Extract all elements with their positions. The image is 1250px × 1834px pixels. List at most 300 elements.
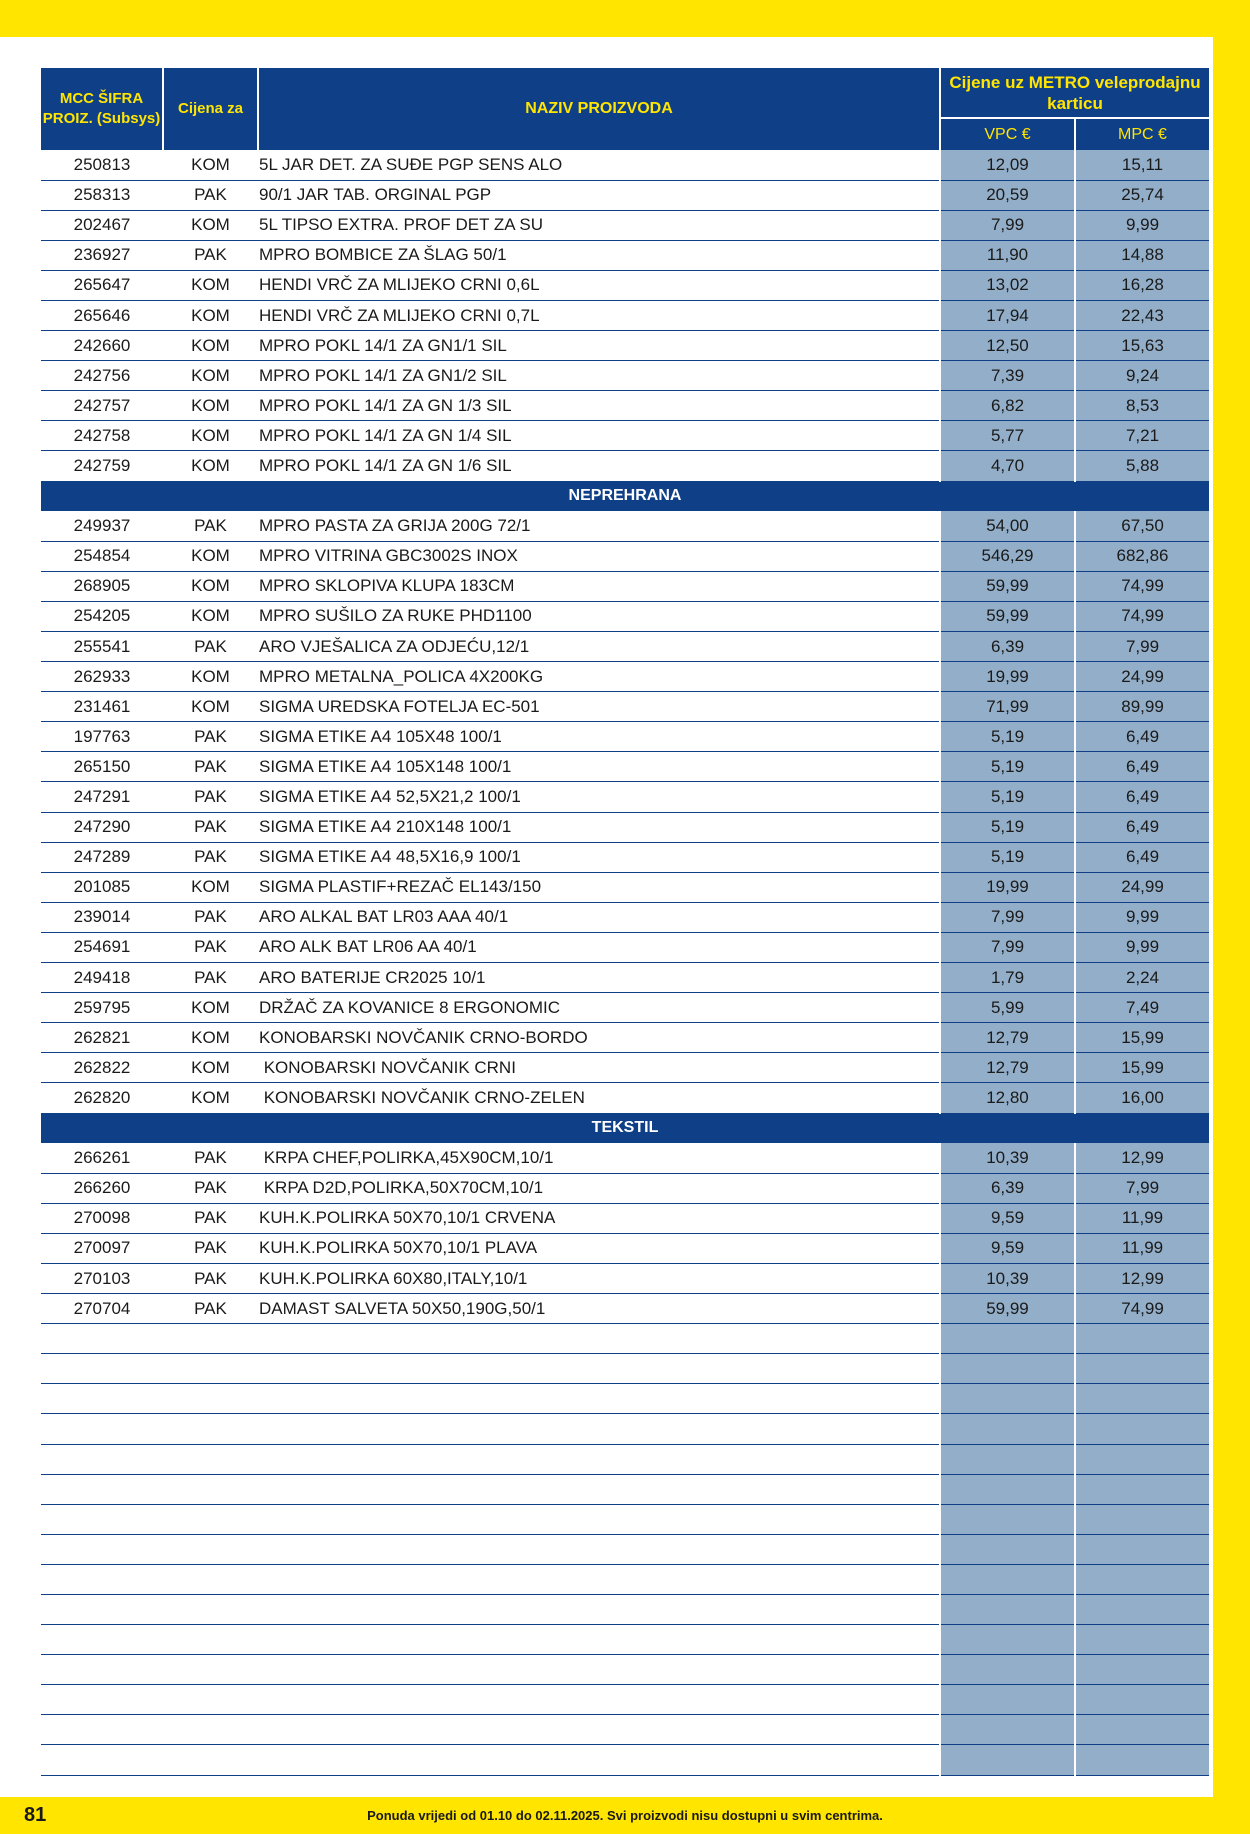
- product-name: MPRO METALNA_POLICA 4X200KG: [258, 662, 940, 692]
- price-mpc: 2,24: [1075, 963, 1209, 993]
- price-mpc: 9,99: [1075, 210, 1209, 240]
- price-mpc: 9,99: [1075, 932, 1209, 962]
- table-row: [41, 1715, 1209, 1745]
- product-name: MPRO POKL 14/1 ZA GN1/1 SIL: [258, 331, 940, 361]
- price-unit: KOM: [163, 872, 258, 902]
- section-row: [41, 1113, 1209, 1143]
- table-row: [41, 180, 1209, 210]
- price-mpc: [1075, 1715, 1209, 1745]
- table-row: [41, 1324, 1209, 1354]
- price-mpc: 6,49: [1075, 782, 1209, 812]
- product-name: ARO BATERIJE CR2025 10/1: [258, 963, 940, 993]
- price-mpc: [1075, 1595, 1209, 1625]
- price-unit: PAK: [163, 782, 258, 812]
- product-code: 254205: [41, 601, 163, 631]
- table-body: [41, 150, 1209, 1775]
- price-vpc: 12,09: [940, 150, 1075, 180]
- price-mpc: [1075, 1534, 1209, 1564]
- product-name: KONOBARSKI NOVČANIK CRNO-BORDO: [258, 1023, 940, 1053]
- price-vpc: 59,99: [940, 571, 1075, 601]
- price-vpc: 54,00: [940, 511, 1075, 541]
- price-vpc: 546,29: [940, 541, 1075, 571]
- table-row: [41, 1143, 1209, 1173]
- table-row: [41, 632, 1209, 662]
- product-name: MPRO PASTA ZA GRIJA 200G 72/1: [258, 511, 940, 541]
- product-name: MPRO SKLOPIVA KLUPA 183CM: [258, 571, 940, 601]
- product-code: 250813: [41, 150, 163, 180]
- product-name: KUH.K.POLIRKA 60X80,ITALY,10/1: [258, 1263, 940, 1293]
- product-code: 242758: [41, 421, 163, 451]
- price-vpc: [940, 1354, 1075, 1384]
- price-unit: KOM: [163, 1053, 258, 1083]
- price-unit: [163, 1414, 258, 1444]
- table-row: [41, 1534, 1209, 1564]
- price-unit: KOM: [163, 451, 258, 481]
- price-unit: [163, 1625, 258, 1655]
- price-mpc: [1075, 1414, 1209, 1444]
- price-vpc: 9,59: [940, 1233, 1075, 1263]
- price-mpc: 15,11: [1075, 150, 1209, 180]
- table-row: [41, 451, 1209, 481]
- price-vpc: 7,99: [940, 210, 1075, 240]
- product-code: 249418: [41, 963, 163, 993]
- table-row: [41, 331, 1209, 361]
- price-unit: PAK: [163, 812, 258, 842]
- table-row: [41, 902, 1209, 932]
- section-title: TEKSTIL: [41, 1113, 1209, 1143]
- price-unit: [163, 1444, 258, 1474]
- price-unit: PAK: [163, 240, 258, 270]
- product-code: [41, 1414, 163, 1444]
- product-code: 202467: [41, 210, 163, 240]
- price-unit: PAK: [163, 180, 258, 210]
- price-unit: [163, 1534, 258, 1564]
- product-code: [41, 1384, 163, 1414]
- table-row: [41, 1354, 1209, 1384]
- header-vpc: VPC €: [940, 118, 1075, 150]
- price-unit: KOM: [163, 210, 258, 240]
- price-vpc: 10,39: [940, 1263, 1075, 1293]
- product-code: 262933: [41, 662, 163, 692]
- product-code: 258313: [41, 180, 163, 210]
- price-mpc: [1075, 1324, 1209, 1354]
- price-mpc: [1075, 1685, 1209, 1715]
- price-vpc: 17,94: [940, 300, 1075, 330]
- price-unit: KOM: [163, 421, 258, 451]
- price-unit: KOM: [163, 391, 258, 421]
- price-mpc: 7,49: [1075, 993, 1209, 1023]
- product-code: 247291: [41, 782, 163, 812]
- price-unit: [163, 1504, 258, 1534]
- product-name: [258, 1354, 940, 1384]
- table-row: [41, 1595, 1209, 1625]
- price-unit: PAK: [163, 1263, 258, 1293]
- table-row: [41, 541, 1209, 571]
- product-code: 247290: [41, 812, 163, 842]
- product-code: 197763: [41, 722, 163, 752]
- price-vpc: 19,99: [940, 872, 1075, 902]
- price-unit: KOM: [163, 270, 258, 300]
- price-mpc: [1075, 1625, 1209, 1655]
- price-unit: KOM: [163, 571, 258, 601]
- price-vpc: 12,50: [940, 331, 1075, 361]
- price-mpc: 22,43: [1075, 300, 1209, 330]
- product-code: [41, 1444, 163, 1474]
- table-row: [41, 662, 1209, 692]
- price-mpc: 6,49: [1075, 752, 1209, 782]
- price-mpc: [1075, 1504, 1209, 1534]
- price-unit: [163, 1685, 258, 1715]
- product-code: [41, 1474, 163, 1504]
- price-mpc: 16,28: [1075, 270, 1209, 300]
- product-name: [258, 1564, 940, 1594]
- product-name: DRŽAČ ZA KOVANICE 8 ERGONOMIC: [258, 993, 940, 1023]
- product-code: 268905: [41, 571, 163, 601]
- price-vpc: [940, 1384, 1075, 1414]
- price-unit: PAK: [163, 752, 258, 782]
- product-name: [258, 1444, 940, 1474]
- price-vpc: [940, 1745, 1075, 1775]
- price-vpc: 71,99: [940, 692, 1075, 722]
- price-unit: [163, 1354, 258, 1384]
- price-mpc: 16,00: [1075, 1083, 1209, 1113]
- price-mpc: [1075, 1384, 1209, 1414]
- price-unit: KOM: [163, 692, 258, 722]
- price-vpc: 9,59: [940, 1203, 1075, 1233]
- price-unit: PAK: [163, 1173, 258, 1203]
- price-vpc: [940, 1504, 1075, 1534]
- product-name: SIGMA PLASTIF+REZAČ EL143/150: [258, 872, 940, 902]
- price-vpc: 6,39: [940, 632, 1075, 662]
- price-mpc: [1075, 1745, 1209, 1775]
- table-row: [41, 1263, 1209, 1293]
- table-row: [41, 1203, 1209, 1233]
- price-mpc: 15,99: [1075, 1053, 1209, 1083]
- table-row: [41, 722, 1209, 752]
- price-vpc: [940, 1564, 1075, 1594]
- table-row: [41, 812, 1209, 842]
- price-unit: KOM: [163, 300, 258, 330]
- table-row: [41, 240, 1209, 270]
- product-code: 254854: [41, 541, 163, 571]
- product-name: [258, 1414, 940, 1444]
- product-code: 266260: [41, 1173, 163, 1203]
- price-mpc: 7,99: [1075, 632, 1209, 662]
- product-name: MPRO POKL 14/1 ZA GN 1/6 SIL: [258, 451, 940, 481]
- price-vpc: 7,99: [940, 932, 1075, 962]
- product-name: KRPA D2D,POLIRKA,50X70CM,10/1: [258, 1173, 940, 1203]
- price-mpc: 74,99: [1075, 571, 1209, 601]
- table-row: [41, 1625, 1209, 1655]
- product-code: 266261: [41, 1143, 163, 1173]
- product-code: 249937: [41, 511, 163, 541]
- price-vpc: [940, 1685, 1075, 1715]
- product-name: [258, 1745, 940, 1775]
- price-vpc: 11,90: [940, 240, 1075, 270]
- table-row: [41, 963, 1209, 993]
- product-name: 90/1 JAR TAB. ORGINAL PGP: [258, 180, 940, 210]
- price-vpc: 12,79: [940, 1053, 1075, 1083]
- price-unit: KOM: [163, 541, 258, 571]
- table-row: [41, 1685, 1209, 1715]
- table-row: [41, 993, 1209, 1023]
- table-row: [41, 1444, 1209, 1474]
- price-vpc: 19,99: [940, 662, 1075, 692]
- price-vpc: [940, 1324, 1075, 1354]
- table-row: [41, 872, 1209, 902]
- price-vpc: [940, 1715, 1075, 1745]
- price-mpc: 11,99: [1075, 1203, 1209, 1233]
- table-row: [41, 270, 1209, 300]
- price-mpc: 9,24: [1075, 361, 1209, 391]
- price-mpc: 6,49: [1075, 722, 1209, 752]
- product-name: SIGMA ETIKE A4 105X148 100/1: [258, 752, 940, 782]
- price-mpc: [1075, 1564, 1209, 1594]
- header-mpc: MPC €: [1075, 118, 1209, 150]
- product-code: 239014: [41, 902, 163, 932]
- price-mpc: 682,86: [1075, 541, 1209, 571]
- price-unit: PAK: [163, 963, 258, 993]
- header-name: NAZIV PROIZVODA: [258, 68, 940, 150]
- table-row: [41, 1294, 1209, 1324]
- table-row: [41, 1083, 1209, 1113]
- product-name: [258, 1534, 940, 1564]
- price-vpc: [940, 1414, 1075, 1444]
- product-name: [258, 1474, 940, 1504]
- product-code: [41, 1354, 163, 1384]
- price-vpc: 5,19: [940, 812, 1075, 842]
- price-mpc: 24,99: [1075, 662, 1209, 692]
- price-mpc: 67,50: [1075, 511, 1209, 541]
- product-code: 255541: [41, 632, 163, 662]
- price-unit: KOM: [163, 331, 258, 361]
- product-code: 247289: [41, 842, 163, 872]
- table-row: [41, 391, 1209, 421]
- product-code: 262821: [41, 1023, 163, 1053]
- price-mpc: 12,99: [1075, 1143, 1209, 1173]
- product-name: MPRO SUŠILO ZA RUKE PHD1100: [258, 601, 940, 631]
- product-name: ARO ALK BAT LR06 AA 40/1: [258, 932, 940, 962]
- product-code: 242660: [41, 331, 163, 361]
- table-row: [41, 210, 1209, 240]
- table-row: [41, 150, 1209, 180]
- table-row: [41, 511, 1209, 541]
- product-name: KONOBARSKI NOVČANIK CRNI: [258, 1053, 940, 1083]
- table-row: [41, 571, 1209, 601]
- product-name: ARO ALKAL BAT LR03 AAA 40/1: [258, 902, 940, 932]
- product-code: [41, 1745, 163, 1775]
- price-table: [41, 68, 1209, 1776]
- header-code: MCC ŠIFRA PROIZ. (Subsys): [41, 68, 163, 150]
- footer-note: Ponuda vrijedi od 01.10 do 02.11.2025. Svi proizvodi nisu dostupni u svim centrima.: [367, 1808, 883, 1823]
- table-row: [41, 601, 1209, 631]
- product-name: MPRO BOMBICE ZA ŠLAG 50/1: [258, 240, 940, 270]
- section-title: NEPREHRANA: [41, 481, 1209, 511]
- product-code: 231461: [41, 692, 163, 722]
- price-mpc: [1075, 1444, 1209, 1474]
- price-mpc: 12,99: [1075, 1263, 1209, 1293]
- price-vpc: 5,19: [940, 752, 1075, 782]
- product-code: 262822: [41, 1053, 163, 1083]
- product-code: [41, 1685, 163, 1715]
- product-name: SIGMA ETIKE A4 48,5X16,9 100/1: [258, 842, 940, 872]
- product-code: 201085: [41, 872, 163, 902]
- table-row: [41, 1023, 1209, 1053]
- price-unit: PAK: [163, 932, 258, 962]
- product-name: KONOBARSKI NOVČANIK CRNO-ZELEN: [258, 1083, 940, 1113]
- price-unit: KOM: [163, 150, 258, 180]
- price-vpc: 13,02: [940, 270, 1075, 300]
- price-mpc: 14,88: [1075, 240, 1209, 270]
- header-unit: Cijena za: [163, 68, 258, 150]
- price-unit: [163, 1595, 258, 1625]
- table-row: [41, 1173, 1209, 1203]
- price-vpc: [940, 1655, 1075, 1685]
- price-unit: [163, 1715, 258, 1745]
- price-unit: KOM: [163, 361, 258, 391]
- product-code: 265646: [41, 300, 163, 330]
- price-unit: KOM: [163, 1083, 258, 1113]
- table-row: [41, 300, 1209, 330]
- product-name: [258, 1625, 940, 1655]
- table-row: [41, 1564, 1209, 1594]
- price-mpc: 6,49: [1075, 812, 1209, 842]
- product-code: 270098: [41, 1203, 163, 1233]
- price-vpc: 6,39: [940, 1173, 1075, 1203]
- price-vpc: 5,19: [940, 722, 1075, 752]
- product-name: HENDI VRČ ZA MLIJEKO CRNI 0,6L: [258, 270, 940, 300]
- product-name: KUH.K.POLIRKA 50X70,10/1 CRVENA: [258, 1203, 940, 1233]
- table-row: [41, 1655, 1209, 1685]
- product-code: [41, 1324, 163, 1354]
- price-mpc: 9,99: [1075, 902, 1209, 932]
- price-mpc: 74,99: [1075, 601, 1209, 631]
- price-vpc: 20,59: [940, 180, 1075, 210]
- price-unit: [163, 1564, 258, 1594]
- product-name: [258, 1504, 940, 1534]
- product-name: SIGMA ETIKE A4 105X48 100/1: [258, 722, 940, 752]
- product-code: [41, 1625, 163, 1655]
- price-mpc: [1075, 1655, 1209, 1685]
- price-vpc: 7,39: [940, 361, 1075, 391]
- price-vpc: [940, 1444, 1075, 1474]
- page-number: 81: [24, 1804, 47, 1826]
- price-vpc: 7,99: [940, 902, 1075, 932]
- product-code: 254691: [41, 932, 163, 962]
- price-mpc: 5,88: [1075, 451, 1209, 481]
- product-name: SIGMA ETIKE A4 210X148 100/1: [258, 812, 940, 842]
- product-name: [258, 1595, 940, 1625]
- table-row: [41, 932, 1209, 962]
- price-vpc: 12,80: [940, 1083, 1075, 1113]
- price-unit: [163, 1474, 258, 1504]
- product-name: MPRO POKL 14/1 ZA GN 1/3 SIL: [258, 391, 940, 421]
- product-name: [258, 1384, 940, 1414]
- product-name: DAMAST SALVETA 50X50,190G,50/1: [258, 1294, 940, 1324]
- price-vpc: [940, 1474, 1075, 1504]
- price-mpc: 7,21: [1075, 421, 1209, 451]
- table-row: [41, 842, 1209, 872]
- product-code: 242759: [41, 451, 163, 481]
- price-unit: PAK: [163, 722, 258, 752]
- price-unit: KOM: [163, 601, 258, 631]
- table-row: [41, 692, 1209, 722]
- price-vpc: 6,82: [940, 391, 1075, 421]
- product-code: 265647: [41, 270, 163, 300]
- price-unit: PAK: [163, 902, 258, 932]
- product-name: KRPA CHEF,POLIRKA,45X90CM,10/1: [258, 1143, 940, 1173]
- product-code: 265150: [41, 752, 163, 782]
- price-unit: [163, 1745, 258, 1775]
- table-row: [41, 1414, 1209, 1444]
- price-vpc: 1,79: [940, 963, 1075, 993]
- product-name: [258, 1324, 940, 1354]
- price-unit: [163, 1655, 258, 1685]
- price-unit: [163, 1384, 258, 1414]
- product-code: 270103: [41, 1263, 163, 1293]
- price-vpc: 59,99: [940, 601, 1075, 631]
- table-row: [41, 421, 1209, 451]
- product-name: 5L JAR DET. ZA SUĐE PGP SENS ALO: [258, 150, 940, 180]
- price-vpc: 4,70: [940, 451, 1075, 481]
- table-row: [41, 361, 1209, 391]
- price-mpc: 89,99: [1075, 692, 1209, 722]
- product-code: [41, 1564, 163, 1594]
- product-code: 242757: [41, 391, 163, 421]
- product-name: [258, 1685, 940, 1715]
- price-mpc: 15,63: [1075, 331, 1209, 361]
- price-mpc: 6,49: [1075, 842, 1209, 872]
- price-mpc: 7,99: [1075, 1173, 1209, 1203]
- price-unit: PAK: [163, 511, 258, 541]
- table-row: [41, 782, 1209, 812]
- product-name: [258, 1655, 940, 1685]
- table-row: [41, 1384, 1209, 1414]
- price-vpc: 12,79: [940, 1023, 1075, 1053]
- product-name: HENDI VRČ ZA MLIJEKO CRNI 0,7L: [258, 300, 940, 330]
- product-name: ARO VJEŠALICA ZA ODJEĆU,12/1: [258, 632, 940, 662]
- price-mpc: [1075, 1474, 1209, 1504]
- section-row: [41, 481, 1209, 511]
- product-name: SIGMA ETIKE A4 52,5X21,2 100/1: [258, 782, 940, 812]
- product-code: 270097: [41, 1233, 163, 1263]
- price-vpc: 10,39: [940, 1143, 1075, 1173]
- table-row: [41, 1474, 1209, 1504]
- table-row: [41, 752, 1209, 782]
- price-unit: PAK: [163, 1143, 258, 1173]
- table-row: [41, 1233, 1209, 1263]
- price-vpc: [940, 1534, 1075, 1564]
- price-unit: KOM: [163, 1023, 258, 1053]
- price-unit: [163, 1324, 258, 1354]
- price-unit: PAK: [163, 1203, 258, 1233]
- price-mpc: 11,99: [1075, 1233, 1209, 1263]
- product-code: 262820: [41, 1083, 163, 1113]
- table-row: [41, 1053, 1209, 1083]
- price-unit: KOM: [163, 993, 258, 1023]
- product-name: MPRO VITRINA GBC3002S INOX: [258, 541, 940, 571]
- product-code: 236927: [41, 240, 163, 270]
- product-name: KUH.K.POLIRKA 50X70,10/1 PLAVA: [258, 1233, 940, 1263]
- product-code: 270704: [41, 1294, 163, 1324]
- price-vpc: [940, 1595, 1075, 1625]
- product-code: [41, 1534, 163, 1564]
- price-vpc: 5,19: [940, 782, 1075, 812]
- price-vpc: [940, 1625, 1075, 1655]
- price-vpc: 5,99: [940, 993, 1075, 1023]
- price-mpc: 74,99: [1075, 1294, 1209, 1324]
- price-vpc: 5,19: [940, 842, 1075, 872]
